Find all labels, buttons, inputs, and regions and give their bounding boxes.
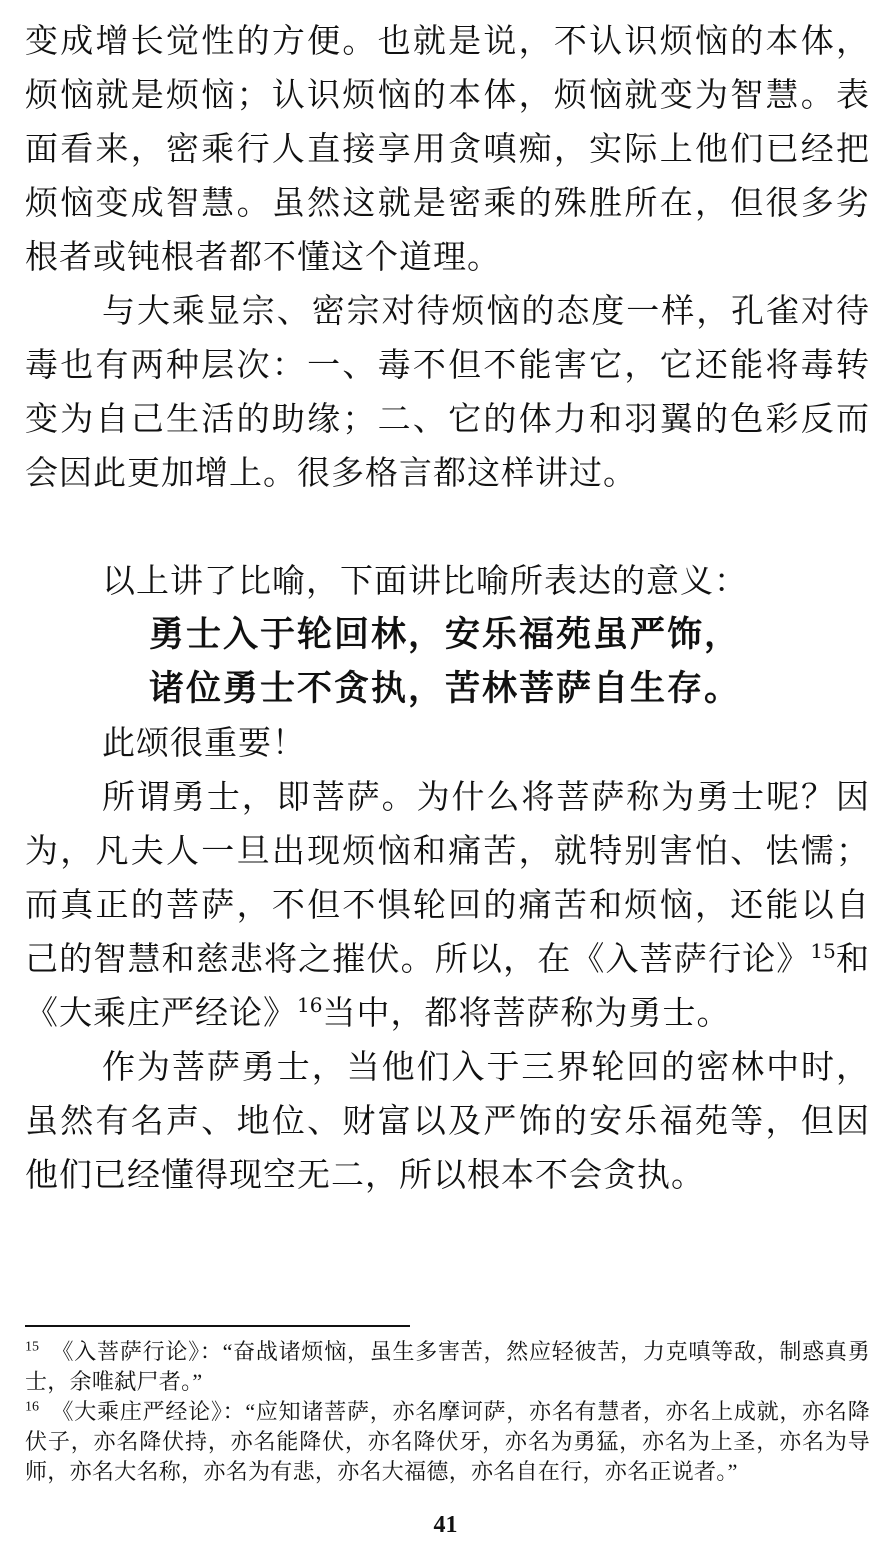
- footnote-ref-16: 16: [297, 993, 323, 1017]
- paragraph-3-text-a: 所谓勇士，即菩萨。为什么将菩萨称为勇士呢？因为，凡夫人一旦出现烦恼和痛苦，就特别害怕、怯懦；而真正的菩萨，不但不惧轮回的痛苦和烦恼，还能以自己的智慧和慈悲将之摧伏。所以，在《入菩萨行论》: [25, 777, 870, 978]
- page-number: 41: [433, 1512, 458, 1538]
- footnote-16: [25, 1397, 870, 1487]
- verse-note: 此颂很重要！: [102, 723, 306, 762]
- paragraph-2: 与大乘显宗、密宗对待烦恼的态度一样，孔雀对待毒也有两种层次：一、毒不但不能害它，它还能将毒转变为自己生活的助缘；二、它的体力和羽翼的色彩反而会因此更加增上。很多格言都这样讲过。: [25, 291, 870, 492]
- verse-intro: 以上讲了比喻，下面讲比喻所表达的意义：: [102, 561, 748, 600]
- footnote-text: 《入菩萨行论》：“奋战诸烦恼，虽生多害苦，然应轻彼苦，力克嗔等敌，制惑真勇士，余唯弑尸者。”: [25, 1339, 870, 1394]
- footnote-divider: [25, 1325, 410, 1327]
- footnote-number: 15: [25, 1339, 39, 1355]
- paragraph-4: 作为菩萨勇士，当他们入于三界轮回的密林中时，虽然有名声、地位、财富以及严饰的安乐福苑等，但因他们已经懂得现空无二，所以根本不会贪执。: [25, 1047, 870, 1194]
- footnote-ref-15: 15: [810, 939, 836, 963]
- footnotes: [25, 1337, 870, 1487]
- paragraph-3-text-b: 和《大乘庄严经论》: [25, 939, 871, 1032]
- verse-line-1: 勇士入于轮回林，安乐福苑虽严饰，: [149, 615, 742, 654]
- paragraph-3: [25, 770, 870, 1040]
- footnote-number: 16: [25, 1399, 39, 1415]
- paragraph-3-text-c: 当中，都将菩萨称为勇士。: [322, 993, 731, 1032]
- section-gap: [25, 500, 870, 554]
- footnote-15: [25, 1337, 870, 1397]
- main-text: [25, 14, 870, 1202]
- verse-line-2: 诸位勇士不贪执，苦林菩萨自生存。: [149, 669, 742, 708]
- paragraph-1: 变成增长觉性的方便。也就是说，不认识烦恼的本体，烦恼就是烦恼；认识烦恼的本体，烦恼就变为智慧。表面看来，密乘行人直接享用贪嗔痴，实际上他们已经把烦恼变成智慧。虽然这就是密乘的殊胜所在，但很多劣根者或钝根者都不懂这个道理。: [25, 21, 870, 276]
- footnote-text: 《大乘庄严经论》：“应知诸菩萨，亦名摩诃萨，亦名有慧者，亦名上成就，亦名降伏子，亦名降伏持，亦名能降伏，亦名降伏牙，亦名为勇猛，亦名为上圣，亦名为导师，亦名大名称，亦名为有悲，亦名大福德，亦名自在行，亦名正说者。”: [25, 1399, 870, 1484]
